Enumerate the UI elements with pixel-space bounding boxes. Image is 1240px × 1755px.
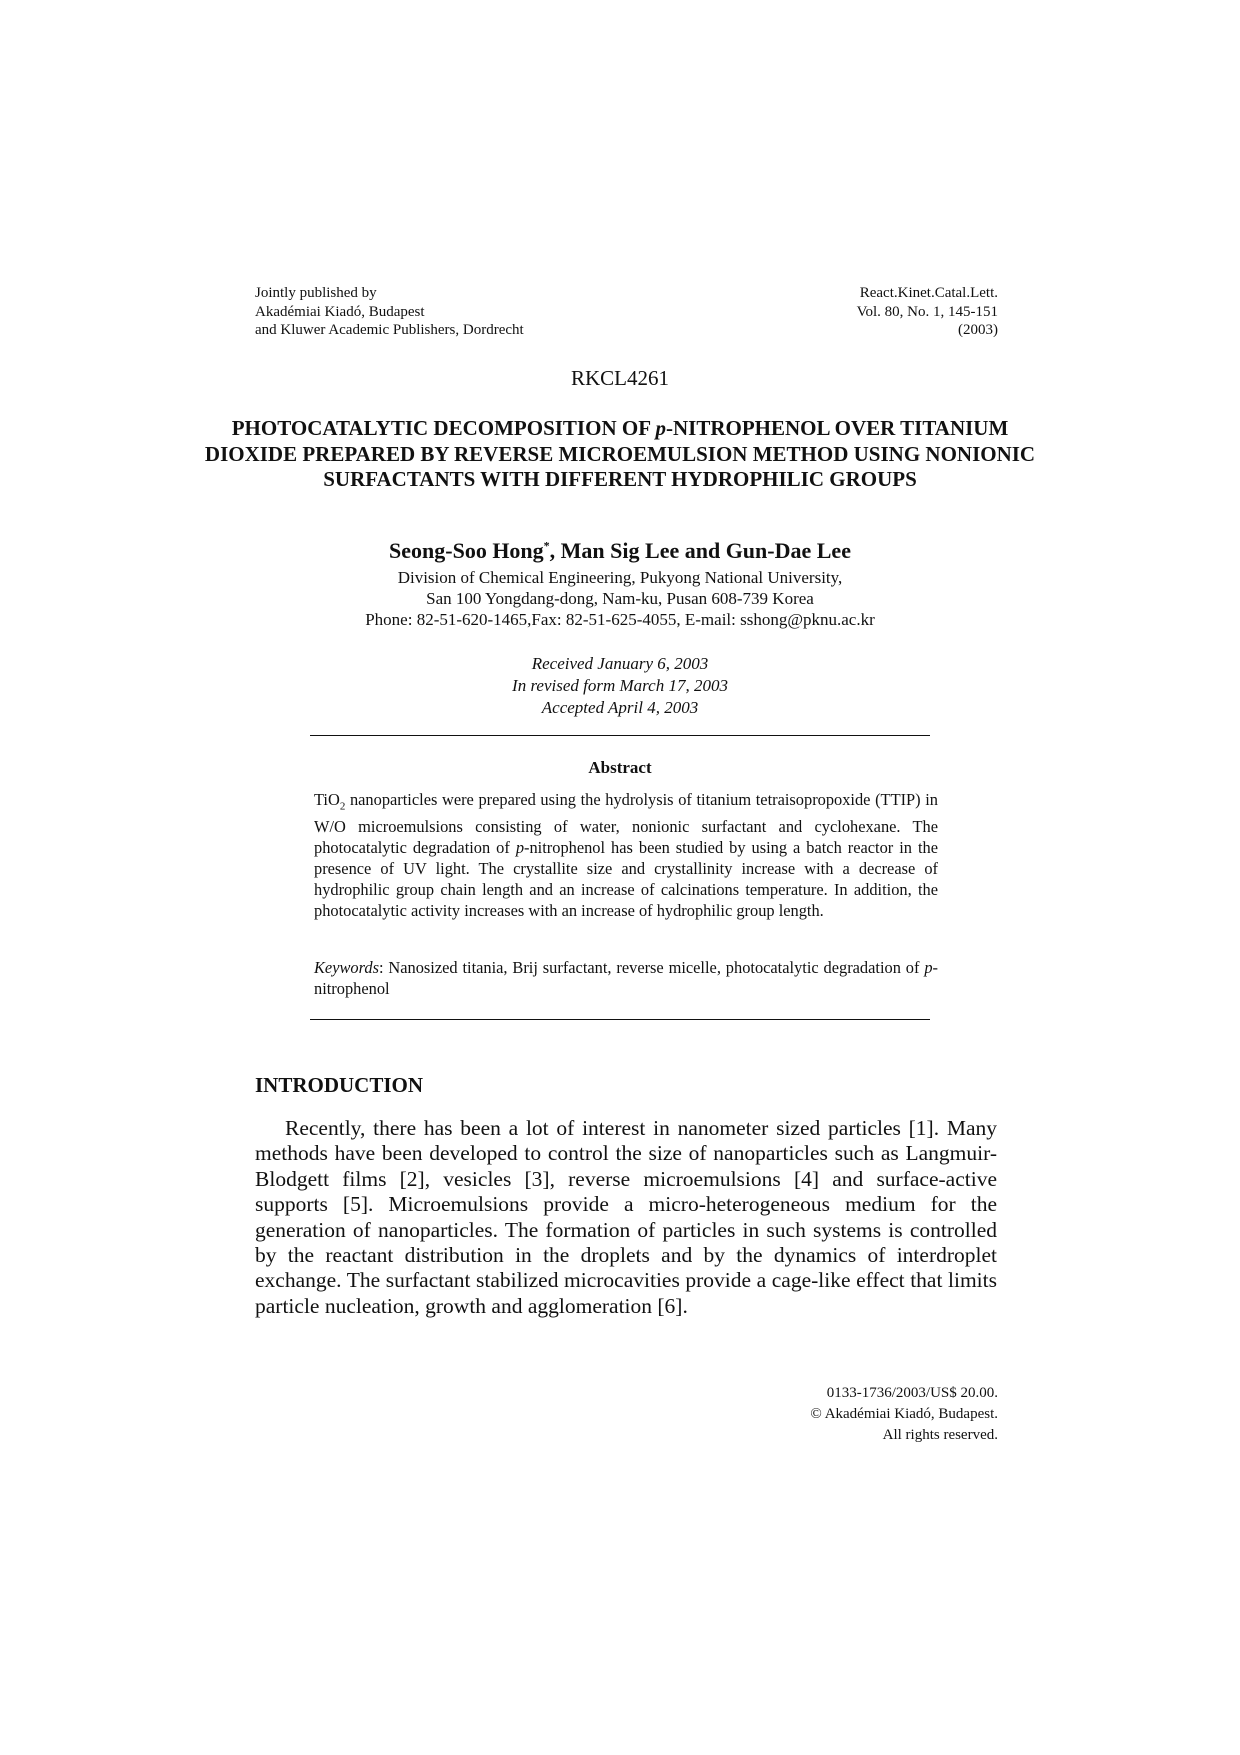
abstract-sub: 2 [339, 800, 346, 813]
abstract-part: nanoparticles were prepared using the hydrolysis of titanium tetraisopropoxide (TTIP) in W/O microemulsions consisting of water, nonionic surfactant and cyclohexane. The photocatalytic degradation of [314, 790, 938, 858]
abstract-tio: TiO [314, 790, 340, 809]
abstract-heading: Abstract [588, 758, 652, 777]
introduction-heading: INTRODUCTION [255, 1073, 424, 1097]
abstract-italic: p [515, 838, 525, 858]
title-italic: p [655, 416, 666, 440]
article-code: RKCL4261 [570, 366, 669, 390]
title-part: PHOTOCATALYTIC DECOMPOSITION OF [231, 416, 656, 440]
date-accepted: Accepted April 4, 2003 [541, 698, 699, 717]
keywords-italic: p [924, 958, 933, 977]
divider-top [310, 735, 930, 736]
dates [0, 653, 1240, 719]
publisher-line: Akadémiai Kiadó, Budapest [255, 303, 425, 320]
publisher-info [255, 284, 524, 340]
article-title [200, 416, 1040, 493]
date-received: Received January 6, 2003 [531, 654, 709, 673]
publisher-line: and Kluwer Academic Publishers, Dordrecht [255, 322, 524, 338]
journal-line: Vol. 80, No. 1, 145-151 [856, 303, 998, 320]
corresponding-mark: * [543, 538, 550, 553]
title-part: -NITROPHENOL OVER TITANIUM DIOXIDE PREPARED BY REVERSE MICROEMULSION METHOD USING NONIONIC SURFACTANTS WITH DIFFERENT HYDROPHILIC GROUPS [204, 416, 1036, 491]
journal-line: React.Kinet.Catal.Lett. [859, 285, 998, 301]
footer-line: © Akadémiai Kiadó, Budapest. [810, 1406, 998, 1422]
journal-info [857, 284, 998, 340]
footer-line: All rights reserved. [882, 1427, 998, 1443]
keywords-text: Nanosized titania, Brij surfactant, reverse micelle, photocatalytic degradation of [388, 958, 925, 977]
divider-bottom [310, 1019, 930, 1020]
author-rest: , Man Sig Lee and Gun-Dae Lee [549, 538, 851, 563]
keywords-label: Keywords [314, 958, 379, 977]
abstract-part: -nitrophenol has been studied by using a batch reactor in the presence of UV light. The crystallite size and crystallinity increase with a decrease of hydrophilic group chain length and an increase of calcinations temperature. In addition, the photocatalytic activity increases with an increase of hydrophilic group length. [314, 838, 938, 920]
author-first: Seong-Soo Hong [389, 538, 544, 563]
authors [0, 538, 1240, 564]
copyright-footer [810, 1383, 998, 1446]
affiliation-line: San 100 Yongdang-dong, Nam-ku, Pusan 608-739 Korea [426, 589, 814, 608]
affiliation-line: Phone: 82-51-620-1465,Fax: 82-51-625-4055, E-mail: sshong@pknu.ac.kr [365, 610, 875, 629]
footer-line: 0133-1736/2003/US$ 20.00. [826, 1385, 998, 1401]
introduction-paragraph: Recently, there has been a lot of interest in nanometer sized particles [1]. Many methods have been developed to control the size of nanoparticles such as Langmuir-Blodgett films [2], vesicles [3], reverse microemulsions [4] and surface-active supports [5]. Microemulsions provide a micro-heterogeneous medium for the generation of nanoparticles. The formation of particles in such systems is controlled by the reactant distribution in the droplets and by the dynamics of interdroplet exchange. The surfactant stabilized microcavities provide a cage-like effect that limits particle nucleation, growth and agglomeration [6]. [255, 1116, 997, 1318]
date-revised: In revised form March 17, 2003 [512, 676, 728, 695]
keywords-end: -nitrophenol [314, 958, 938, 998]
affiliation [0, 567, 1240, 630]
keywords-colon: : [378, 958, 389, 977]
publisher-line: Jointly published by [255, 285, 377, 301]
keywords [314, 958, 938, 1000]
abstract-text [314, 790, 938, 922]
affiliation-line: Division of Chemical Engineering, Pukyong National University, [397, 568, 843, 587]
journal-line: (2003) [958, 322, 998, 338]
